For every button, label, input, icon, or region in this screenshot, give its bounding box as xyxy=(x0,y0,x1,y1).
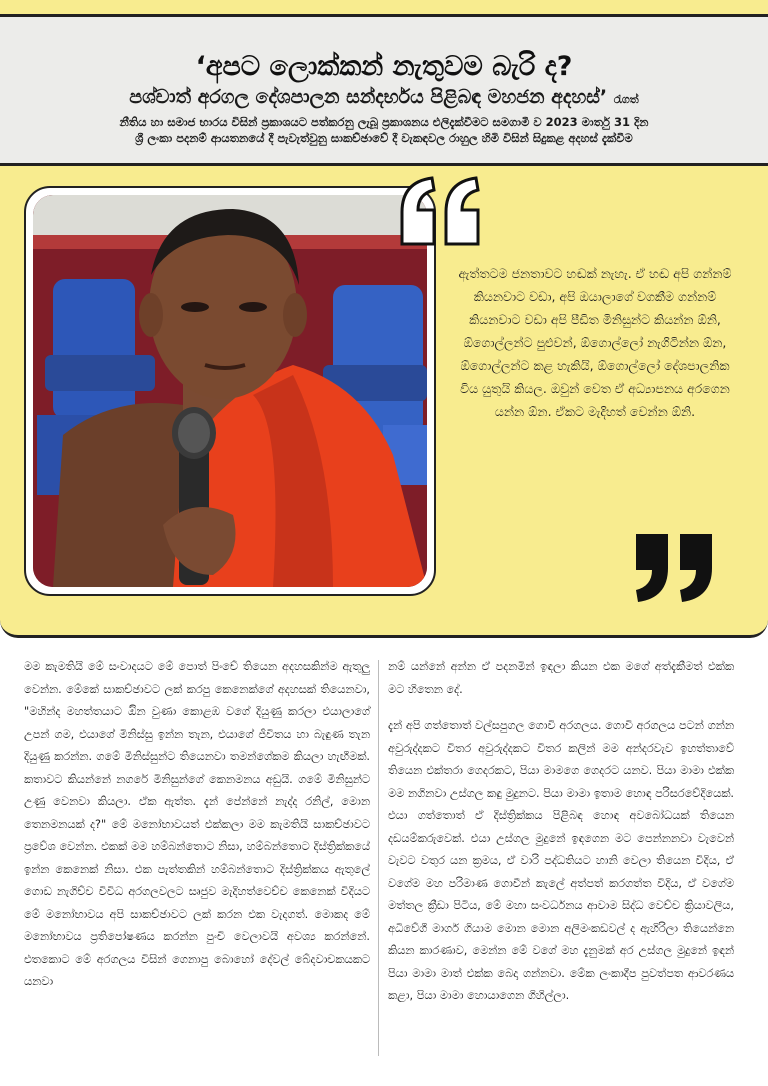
article-column-left xyxy=(24,656,370,994)
close-quote-icon xyxy=(628,528,718,608)
subtitle-main: පශ්චාත් අරගල දේශපාලන සන්දර්භය පිළිබඳ මහජන අදහස්’ xyxy=(129,86,608,108)
article-header xyxy=(0,14,768,166)
article-paragraph: මම කැමතියි මේ සංවාදයට මේ පොත් පිංචේ තියෙන අදහසකින්ම ඇතුලු වෙන්න. මේකේ සාකච්ඡාවට ලක් කරපු කෙනෙක්ගේ අදහසක් තියෙනවා, "මහින්ද මහත්තයාට ඔින වුණා කොළඹ වගේ දියුණු කරලා එයාලාගේ උපන් ගම, එයාගේ මිනිස්සු ඉන්න තැන, එයාගේ ජීවිතය හා බැඳුණ තැන දියුණු කරන්න. ගමේ මිනිස්සුන්ට තියෙනවා තමන්ගේකම කියලා හැඟීමක්. කතාවට කියන්නේ නගරේ මිනිසුන්ගේ කෙනමනය අඩුයි. ගමේ මිනිසුන්ට උණු වෙනවා කියලා. ඒක ඇත්ත. දැන් පේන්නේ නැද්ද රනිල්, මොන තෙනමනයක් ද?" මේ මනෝභාවයත් එක්කලා මම කැමතියි සාකච්ඡාවට ප්‍රවේශ වෙන්න. එකක් මම හම්බන්තොට නිසා, හම්බන්තොට දිස්ත්‍රික්කයේ ඉන්න කෙනෙක් නිසා. එක පැත්තකින් හම්බන්තොට දිස්ත්‍රික්කය ඇතුලේ ගොඩ නැගිච්ච විවිධ අරගලවලට සෘජුව මැදිහත්වෙච්ච කෙනෙක් විදියට මේ මනෝභාවය අපි සාකච්ඡාවට ලක් කරන එක වැදගත්. මොකද මේ මනෝභාවය ප්‍රතිපෝෂණය කරන්න පුංචි වෙලාවයි අවශ්‍ය කරන්නේ. එතකොට මේ අරගලය විසින් ගෙනාපු බොහෝ දේවල් බේදවාචකයකට යනවා xyxy=(24,660,370,988)
open-quote-icon xyxy=(396,172,486,252)
top-color-strip xyxy=(0,0,768,14)
event-info-line-2: ශ්‍රී ලංකා පදනම් ආයතනයේ දී පැවැත්වුනු සාකච්ඡාවේ දී වැකඳවල රාහුල හිමි විසින් සිදුකළ අදහස් දැක්වීම xyxy=(135,131,633,145)
article-paragraph: නම් යන්නේ අන්න ඒ පදනමින් ඉඳලා කියන එක මගේ අත්දැකීමත් එක්ක මට හිතෙන දේ. xyxy=(388,660,734,696)
event-info-line-1: නීතිය හා සමාජ භාරය විසින් ප්‍රකාශයට පත්කරනු ලැබූ ප්‍රකාශනය එලිදැක්වීමට සමගාමී ව 2023 මාර්තු 31 දින xyxy=(119,115,649,129)
article-column-right xyxy=(388,656,734,1008)
column-divider xyxy=(378,660,379,1056)
quote-panel xyxy=(0,166,768,638)
page-subtitle xyxy=(0,85,768,112)
page-title: ‘අපට ලොක්කන් නැතුවම බැරි ද? xyxy=(195,51,573,82)
speaker-photo xyxy=(33,195,427,587)
photo-frame xyxy=(24,186,436,596)
event-info xyxy=(64,114,704,146)
subtitle-suffix: රැගත් xyxy=(613,93,639,106)
quote-text: ඇත්තටම ජනතාවට හඬක් නැහැ. ඒ හඬ අපි ගන්නම් කියනවාට වඩා, අපි ඔයාලාගේ වගකීම ගන්නම් කියනවාට වඩා අපි පීඩිත මිනිසුන්ට කියන්න ඕනි, ඕගොල්ලන්ට පුළුවන්, ඕගොල්ලෝ නැගිටින්න ඕන, ඕගොල්ලන්ට කළ හැකියි, ඕගොල්ලෝ දේශපාලනික විය යුතුයි කියල. ඔවුන් වෙත ඒ අධ්‍යාපනය අරගෙන යන්න ඕන. ඒකට මැදිහත් වෙන්න ඕනි. xyxy=(458,266,732,419)
article-paragraph: දැන් අපි ගත්තොත් වල්සපුගල ගොවි අරගලය. ගොවි අරගලය පටන් ගන්න අවුරුද්දකට විතර අවුරුද්දකට විතර කලින් මම අන්දරවැව ඉහත්තාවේ තියෙන එක්තරා ගෙදරකට, පියා මාමගෙ ගෙදරට යනව. පියා මාමා එක්ක මම නගිනවා උස්ගල කඳු මුදුනට. පියා මාමා ඉතාම හොඳ පරිසරවේදියෙක්. එයා ගත්තොත් ඒ දිස්ත්‍රික්කය පිළිබඳ හොඳ අවබෝධයක් තියෙන දඩයම්කරුවෙක්. එයා උස්ගල මුදුනේ ඉඳගෙන මට පෙන්නනවා වැවෙන් වැවට වතුර යන ක්‍රමය, ඒ වාරි පද්ධතියට හානි වෙලා තියෙන විදිය, ඒ වගේම මහ පරිමාණ ගොවීන් කැලේ අත්පත් කරගත්ත විදිය, ඒ වගේම මත්තල ක්‍රීඩා පිටිය, මේ මහා සංවර්ධනය ආවාම සිද්ධ වෙච්ච ක්‍රියාවලිය, අධිවේගී මාර්ග ගියාම මොන මොන අලිමංකඩවල් ද ඇහිරිලා තියෙන්නෙ කියන කාරණාව, මෙන්න මේ වගේ මහ දැනුමක් අර උස්ගල මුදුනේ ඉඳන් පියා මාමා මාත් එක්ක බෙදා ගන්නවා. මේක ලංකාදීප පුවත්පත ආවරණය කළා, පියා මාමා හොයාගෙන ගිහිල්ලා. xyxy=(388,719,734,1002)
speaker-illustration xyxy=(33,195,427,587)
